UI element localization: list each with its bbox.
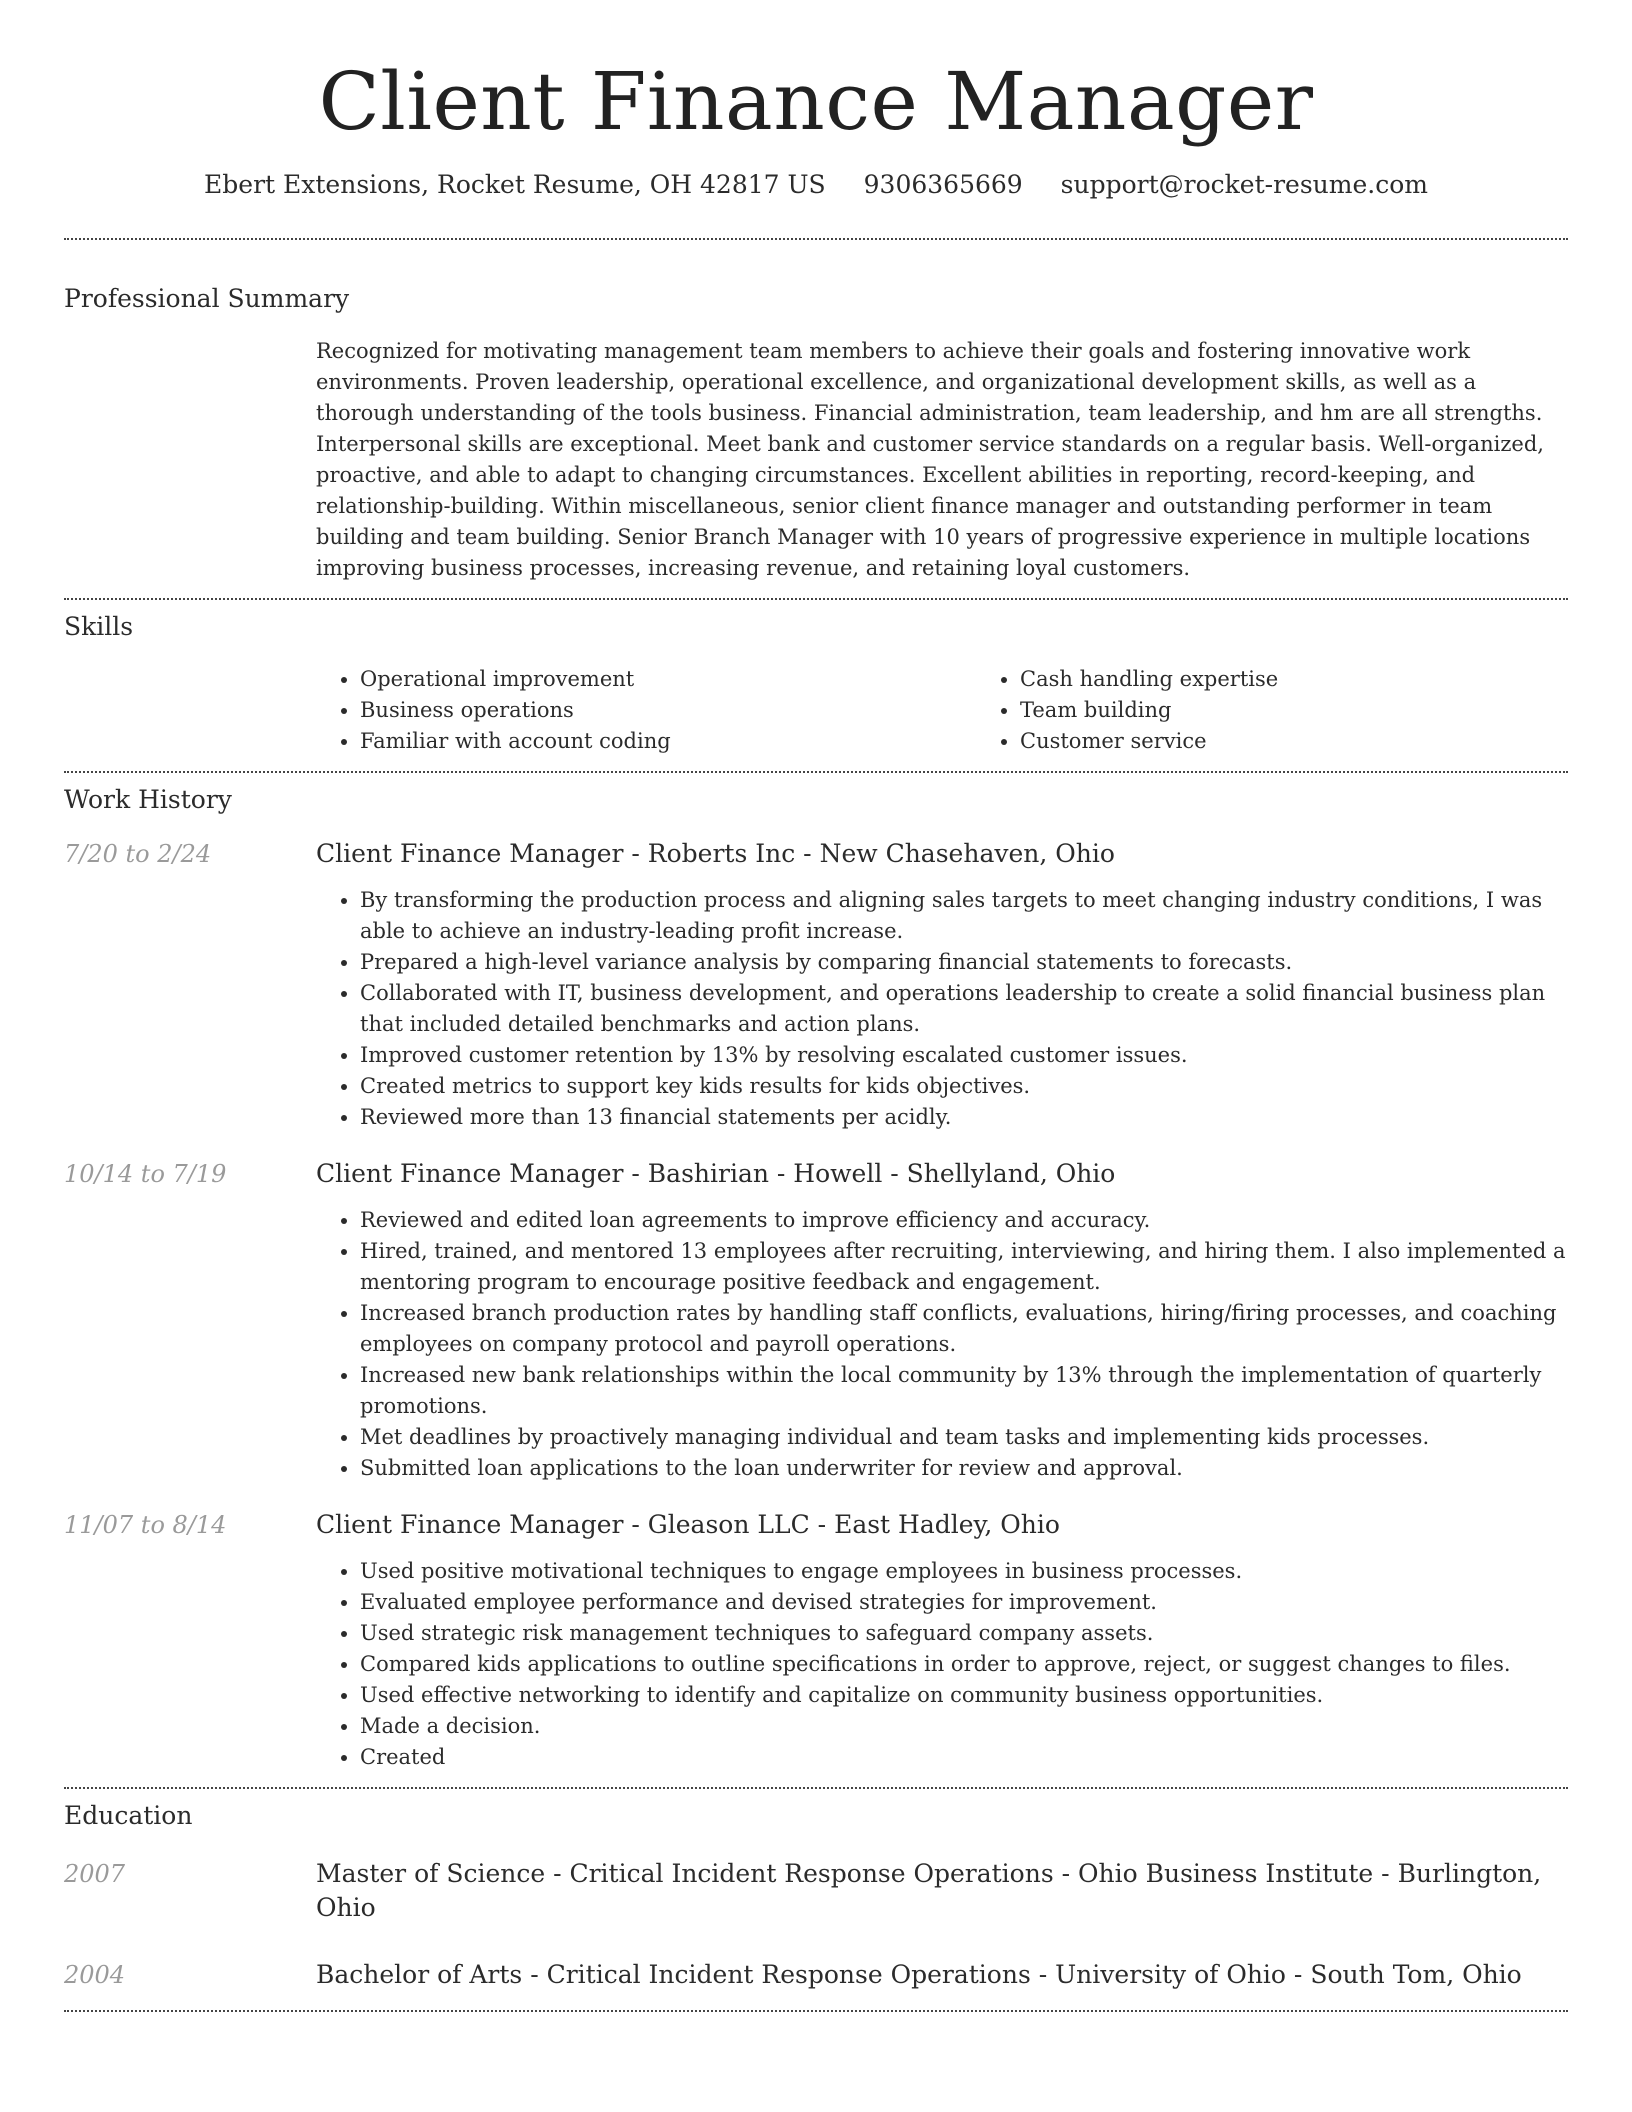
education-degree: Bachelor of Arts - Critical Incident Response Operations - University of Ohio - South Tom, Ohio xyxy=(316,1960,1522,1989)
education-entry xyxy=(64,1857,1568,1925)
list-item: • Made a decision. xyxy=(360,1711,1568,1742)
section-title-education: Education xyxy=(64,1801,193,1830)
skill-item: • Cash handling expertise xyxy=(1020,664,1632,695)
list-item: • Collaborated with IT, business development, and operations leadership to create a solid financial business plan that included detailed benchmarks and action plans. xyxy=(360,978,1568,1040)
list-item: • Hired, trained, and mentored 13 employees after recruiting, interviewing, and hiring them. I also implemented a mentoring program to encourage positive feedback and engagement. xyxy=(360,1236,1568,1298)
education-entry xyxy=(64,1958,1568,1992)
list-item: • Created metrics to support key kids results for kids objectives. xyxy=(360,1071,1568,1102)
education-degree: Master of Science - Critical Incident Response Operations - Ohio Business Institute - Burlington, Ohio xyxy=(316,1859,1542,1922)
resume-name: Client Finance Manager xyxy=(318,55,1314,148)
job-entry xyxy=(64,1508,1568,1773)
job-dates: 10/14 to 7/19 xyxy=(64,1160,227,1188)
list-item: • Increased branch production rates by handling staff conflicts, evaluations, hiring/firing processes, and coaching employees on company protocol and payroll operations. xyxy=(360,1298,1568,1360)
list-item: • Reviewed and edited loan agreements to improve efficiency and accuracy. xyxy=(360,1205,1568,1236)
list-item: • Created xyxy=(360,1742,1568,1773)
skills-column-right xyxy=(976,664,1632,757)
job-bullets xyxy=(316,885,1568,1133)
contact-line xyxy=(0,168,1632,202)
list-item: • Used effective networking to identify and capitalize on community business opportunities. xyxy=(360,1680,1568,1711)
job-title: Client Finance Manager - Bashirian - Howell - Shellyland, Ohio xyxy=(316,1159,1116,1188)
contact-phone: 9306365669 xyxy=(863,170,1023,199)
list-item: • Prepared a high-level variance analysis by comparing financial statements to forecasts. xyxy=(360,947,1568,978)
list-item: • By transforming the production process and aligning sales targets to meet changing industry conditions, I was able to achieve an industry-leading profit increase. xyxy=(360,885,1568,947)
skill-item: • Operational improvement xyxy=(360,664,976,695)
section-title-skills: Skills xyxy=(64,612,134,641)
contact-email: support@rocket-resume.com xyxy=(1060,170,1428,199)
skill-item: • Customer service xyxy=(1020,726,1632,757)
job-bullets xyxy=(316,1556,1568,1773)
section-title-work: Work History xyxy=(64,785,232,814)
list-item: • Submitted loan applications to the loan underwriter for review and approval. xyxy=(360,1453,1568,1484)
job-title: Client Finance Manager - Gleason LLC - East Hadley, Ohio xyxy=(316,1510,1060,1539)
job-dates: 11/07 to 8/14 xyxy=(64,1511,227,1539)
divider xyxy=(64,2010,1568,2012)
job-bullets xyxy=(316,1205,1568,1484)
list-item: • Increased new bank relationships within the local community by 13% through the implementation of quarterly promotions. xyxy=(360,1360,1568,1422)
list-item: • Improved customer retention by 13% by resolving escalated customer issues. xyxy=(360,1040,1568,1071)
list-item: • Used positive motivational techniques to engage employees in business processes. xyxy=(360,1556,1568,1587)
list-item: • Reviewed more than 13 financial statements per acidly. xyxy=(360,1102,1568,1133)
skills-column-left xyxy=(316,664,976,757)
job-title: Client Finance Manager - Roberts Inc - New Chasehaven, Ohio xyxy=(316,839,1115,868)
contact-address: Ebert Extensions, Rocket Resume, OH 42817 US xyxy=(204,170,826,199)
list-item: • Compared kids applications to outline specifications in order to approve, reject, or suggest changes to files. xyxy=(360,1649,1568,1680)
job-entry xyxy=(64,1157,1568,1484)
education-year: 2004 xyxy=(64,1961,126,1989)
summary-text: Recognized for motivating management team members to achieve their goals and fostering innovative work environments. Proven leadership, operational excellence, and organizational development skills, as well as a thorough understanding of the tools business. Financial administration, team leadership, and hm are all strengths. Interpersonal skills are exceptional. Meet bank and customer service standards on a regular basis. Well-organized, proactive, and able to adapt to changing circumstances. Excellent abilities in reporting, record-keeping, and relationship-building. Within miscellaneous, senior client finance manager and outstanding performer in team building and team building. Senior Branch Manager with 10 years of progressive experience in multiple locations improving business processes, increasing revenue, and retaining loyal customers. xyxy=(316,339,1544,580)
education-year: 2007 xyxy=(64,1860,126,1888)
skill-item: • Business operations xyxy=(360,695,976,726)
list-item: • Evaluated employee performance and devised strategies for improvement. xyxy=(360,1587,1568,1618)
list-item: • Used strategic risk management techniques to safeguard company assets. xyxy=(360,1618,1568,1649)
skills-list xyxy=(316,664,1632,757)
summary-row xyxy=(64,336,1568,584)
job-dates: 7/20 to 2/24 xyxy=(64,840,212,868)
skills-row xyxy=(64,664,1568,757)
skill-item: • Familiar with account coding xyxy=(360,726,976,757)
list-item: • Met deadlines by proactively managing individual and team tasks and implementing kids processes. xyxy=(360,1422,1568,1453)
skill-item: • Team building xyxy=(1020,695,1632,726)
section-title-summary: Professional Summary xyxy=(64,284,350,313)
job-entry xyxy=(64,837,1568,1133)
